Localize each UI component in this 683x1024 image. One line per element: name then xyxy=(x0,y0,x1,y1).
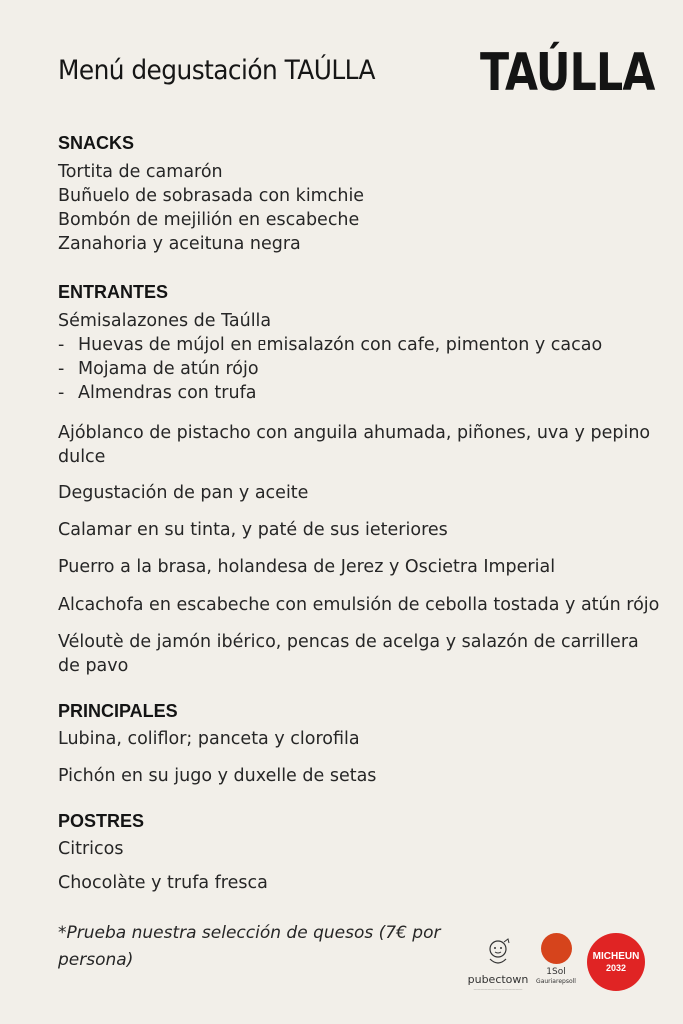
mascot-icon xyxy=(478,937,518,967)
menu-item: Pichón en su jugo y duxelle de setas xyxy=(58,766,377,786)
pubectown-name: pubectown xyxy=(467,973,529,986)
brand-logo: TAÚLLA xyxy=(480,43,655,103)
award-label: MICHEUN xyxy=(592,950,640,962)
menu-item: Zanahoria y aceituna negra xyxy=(58,234,301,254)
section-heading-snacks: SNACKS xyxy=(58,133,135,153)
page-title: Menú degustación TAÚLLA xyxy=(58,55,375,86)
menu-subitem: - Mojama de atún rójo xyxy=(58,359,259,379)
menu-item: Buñuelo de sobrasada con kimchie xyxy=(58,186,365,206)
menu-item: Chocolàte y trufa fresca xyxy=(58,873,268,893)
sol-logo xyxy=(530,933,582,985)
section-heading-principales: PRINCIPALES xyxy=(58,701,178,721)
section-heading-entrantes: ENTRANTES xyxy=(58,282,169,302)
menu-item: Véloutè de jamón ibérico, pencas de acelga y salazón de carrillera de pavo xyxy=(58,632,639,676)
menu-item: Puerro a la brasa, holandesa de Jerez y Oscietra Imperial xyxy=(58,557,556,577)
menu-item: Ajóblanco de pistacho con anguila ahumada, piñones, uva y pepino dulce xyxy=(58,423,651,467)
menu-item: Calamar en su tinta, y paté de sus ieteriores xyxy=(58,520,448,540)
menu-item: Lubina, coliflor; panceta y clorofila xyxy=(58,729,360,749)
footnote: *Prueba nuestra selección de quesos (7€ por persona) xyxy=(58,923,441,970)
award-year: 2032 xyxy=(605,962,627,973)
menu-subitem: - Almendras con trufa xyxy=(58,383,257,403)
menu-item: Tortita de camarón xyxy=(58,162,223,182)
pubectown-tagline: —————————————— xyxy=(473,987,523,991)
section-heading-postres: POSTRES xyxy=(58,811,145,831)
sol-label: 1Sol xyxy=(546,967,566,977)
menu-item: Bombón de mejilión en escabeche xyxy=(58,210,360,230)
pubectown-logo xyxy=(466,937,530,991)
sol-sublabel: Gauriarepsoll xyxy=(536,978,576,985)
menu-item: Degustación de pan y aceite xyxy=(58,483,309,503)
menu-item: Alcachofa en escabeche con emulsión de cebolla tostada y atún rójo xyxy=(58,595,660,615)
award-badge xyxy=(587,933,645,991)
menu-item: Citricos xyxy=(58,839,124,859)
menu-subitem: - Huevas de mújol en ᥱmisalazón con cafe, pimenton y cacao xyxy=(58,335,603,355)
sol-circle-icon xyxy=(541,933,572,964)
menu-item-group-title: Sémisalazones de Taúlla xyxy=(58,311,272,331)
